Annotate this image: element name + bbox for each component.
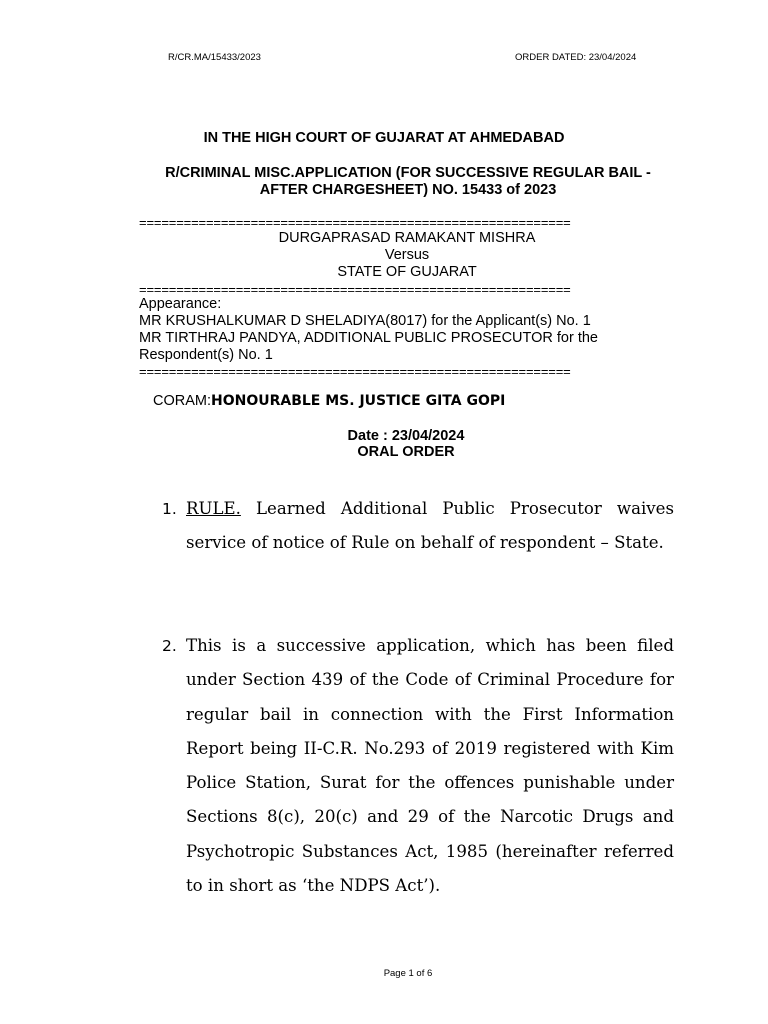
- coram-label: CORAM:: [153, 393, 211, 409]
- paragraph-text: This is a successive application, which has been filed under Section 439 of the Code of Criminal Procedure for regular bail in connection with the First Information Report being II-C.R. No.293 of 2019 registered with Kim Police Station, Surat for the offences punishable under Sections 8(c), 20(c) and 29 of the Narcotic Drugs and Psychotropic Substances Act, 1985 (hereinafter referred to in short as ‘the NDPS Act’).: [186, 636, 674, 896]
- respondent-name: STATE OF GUJARAT: [337, 264, 477, 280]
- judge-name: HONOURABLE MS. JUSTICE GITA GOPI: [211, 393, 506, 409]
- case-title-line-2: AFTER CHARGESHEET) NO. 15433 of 2023: [259, 182, 557, 198]
- paragraph-1: [162, 492, 674, 561]
- appearance-heading: Appearance:: [139, 296, 222, 312]
- order-date: Date : 23/04/2024: [347, 428, 465, 444]
- case-reference: R/CR.MA/15433/2023: [168, 52, 261, 63]
- paragraph-lead: RULE.: [186, 499, 241, 518]
- page-footer: Page 1 of 6: [383, 968, 433, 979]
- separator-bottom: ==========================================================: [139, 365, 571, 378]
- appearance-block: [139, 296, 675, 364]
- separator-top: ==========================================================: [139, 216, 571, 229]
- applicant-name: DURGAPRASAD RAMAKANT MISHRA: [278, 230, 536, 246]
- case-title: [138, 165, 678, 199]
- paragraph-number: 1.: [162, 500, 177, 518]
- paragraph-2: [162, 629, 674, 903]
- paragraph-number: 2.: [162, 637, 177, 655]
- versus-label: Versus: [384, 247, 430, 263]
- court-title: IN THE HIGH COURT OF GUJARAT AT AHMEDABAD: [203, 130, 565, 146]
- appearance-respondent-counsel: MR TIRTHRAJ PANDYA, ADDITIONAL PUBLIC PROSECUTOR for the: [139, 330, 598, 346]
- separator-middle: ==========================================================: [139, 283, 571, 296]
- coram-line: [153, 393, 505, 409]
- parties-block: [139, 230, 675, 281]
- appearance-applicant-counsel: MR KRUSHALKUMAR D SHELADIYA(8017) for the Applicant(s) No. 1: [139, 313, 591, 329]
- order-type: ORAL ORDER: [357, 444, 455, 460]
- paragraph-text: Learned Additional Public Prosecutor waives service of notice of Rule on behalf of respondent – State.: [186, 499, 674, 553]
- order-date-block: [0, 428, 768, 460]
- order-dated-header: ORDER DATED: 23/04/2024: [515, 52, 637, 63]
- case-title-line-1: R/CRIMINAL MISC.APPLICATION (FOR SUCCESSIVE REGULAR BAIL -: [165, 165, 651, 181]
- appearance-respondent-counsel-cont: Respondent(s) No. 1: [139, 347, 273, 363]
